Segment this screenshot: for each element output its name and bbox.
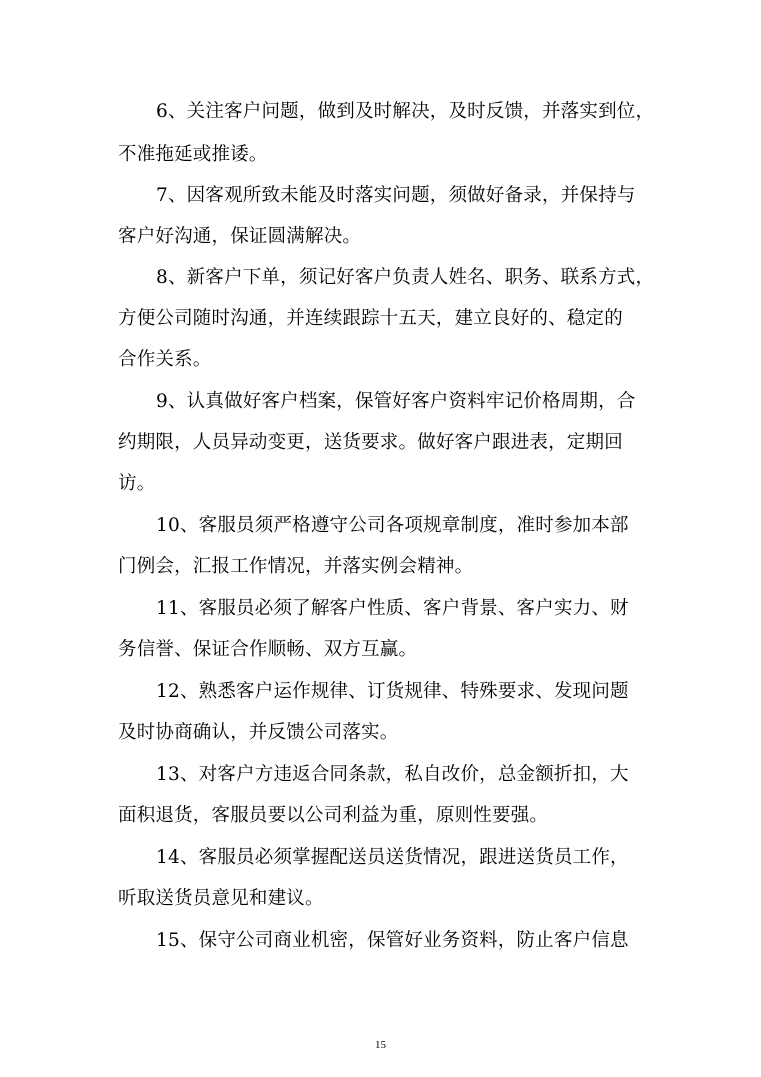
item-8-line-3: 合作关系。 <box>118 349 212 370</box>
item-8-line-2: 方便公司随时沟通，并连续跟踪十五天，建立良好的、稳定的 <box>118 308 623 329</box>
item-8-line-1: 8、新客户下单，须记好客户负责人姓名、职务、联系方式， <box>156 267 655 288</box>
item-9-line-3: 访。 <box>118 473 156 494</box>
item-13-line-2: 面积退货，客服员要以公司利益为重，原则性要强。 <box>118 805 549 826</box>
item-14-line-2: 听取送货员意见和建议。 <box>118 888 324 909</box>
page-number: 15 <box>375 1039 386 1051</box>
item-12-line-2: 及时协商确认，并反馈公司落实。 <box>118 722 399 743</box>
item-10-line-2: 门例会，汇报工作情况，并落实例会精神。 <box>118 556 474 577</box>
item-7-line-1: 7、因客观所致未能及时落实问题，须做好备录，并保持与 <box>156 185 636 206</box>
item-14-line-1: 14、客服员必须掌握配送员送货情况，跟进送货员工作， <box>156 847 629 868</box>
item-9-line-2: 约期限，人员异动变更，送货要求。做好客户跟进表，定期回 <box>118 432 623 453</box>
item-13-line-1: 13、对客户方违返合同条款，私自改价，总金额折扣，大 <box>156 764 629 785</box>
item-10-line-1: 10、客服员须严格遵守公司各项规章制度，准时参加本部 <box>156 515 629 536</box>
item-6-line-1: 6、关注客户问题，做到及时解决，及时反馈，并落实到位， <box>156 101 655 122</box>
item-12-line-1: 12、熟悉客户运作规律、订货规律、特殊要求、发现问题 <box>156 681 629 702</box>
item-11-line-2: 务信誉、保证合作顺畅、双方互赢。 <box>118 639 418 660</box>
item-6-line-2: 不准拖延或推诿。 <box>118 144 268 165</box>
item-9-line-1: 9、认真做好客户档案，保管好客户资料牢记价格周期，合 <box>156 391 636 412</box>
item-11-line-1: 11、客服员必须了解客户性质、客户背景、客户实力、财 <box>156 598 629 619</box>
item-7-line-2: 客户好沟通，保证圆满解决。 <box>118 226 362 247</box>
item-15-line-1: 15、保守公司商业机密，保管好业务资料，防止客户信息 <box>156 930 629 951</box>
